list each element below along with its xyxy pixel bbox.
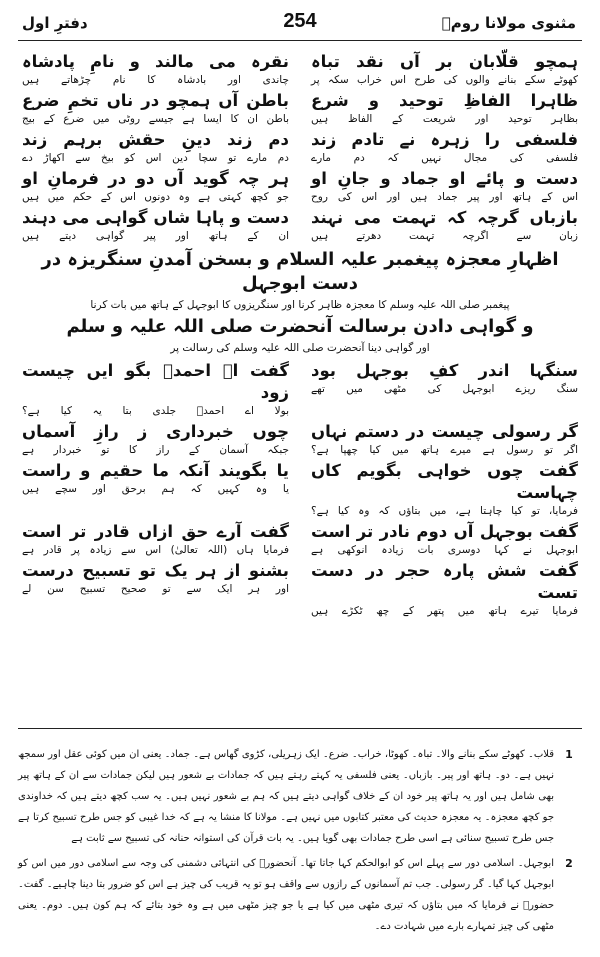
verse-right: ہمچو قلّابان بر آں نقد تباہ — [311, 52, 578, 71]
verse-left: یا بگویند آنکہ ما حقیم و راست — [22, 461, 289, 480]
translation-right: فرمایا، تو کیا چاہتا ہے، میں بتاؤں کہ وہ کیا ہے؟ — [311, 505, 578, 517]
couplet — [18, 421, 582, 460]
translation-left: دم مارے تو سچا دین اس کو بیخ سے اکھاڑ دے — [22, 152, 289, 164]
translation-left: ان کے ہاتھ اور پیر گواہی دیتے ہیں — [22, 230, 289, 242]
verse-right: گفت شش پارہ حجر در دست تست — [311, 561, 578, 602]
verse-right: فلسفی را زہرہ نے تادم زند — [311, 130, 578, 149]
verse-right: ظاہرا الفاظِ توحید و شرع — [311, 91, 578, 110]
section-heading — [18, 248, 582, 356]
verse-right: بازباں گرچہ کہ تہمت می نہند — [311, 208, 578, 227]
translation-right: زبان سے اگرچہ تہمت دھرتے ہیں — [311, 230, 578, 242]
translation-left: یا وہ کہیں کہ ہم برحق اور سچے ہیں — [22, 483, 289, 495]
heading-translation-2: اور گواہی دینا آنحضرت صلی اللہ علیہ وسلم کی رسالت پر — [170, 342, 430, 354]
volume-label: دفترِ اول — [22, 14, 88, 32]
translation-left: جبکہ آسمان کے راز کا تو خبردار ہے — [22, 444, 289, 456]
verse-left: گفت آرے حق ازاں قادر تر است — [22, 522, 289, 541]
translation-right: کھوٹے سکے بنانے والوں کی طرح اس خراب سکہ پر — [311, 74, 578, 86]
translation-right: ابوجہل نے کہا دوسری بات زیادہ انوکھی ہے — [311, 544, 578, 556]
translation-left: باطن ان کا ایسا ہے جیسے روٹی میں ضرع کے بیج — [22, 113, 289, 125]
couplet — [18, 90, 582, 129]
verse-right: گفت چوں خواہی بگویم کاں چہاست — [311, 461, 578, 502]
page-header — [18, 6, 582, 41]
translation-right: فلسفی کی مجال نہیں کہ دم مارے — [311, 152, 578, 164]
couplet — [18, 360, 582, 421]
heading-translation-1: پیغمبر صلی اللہ علیہ وسلم کا معجزہ ظاہر کرنا اور سنگریزوں کا ابوجہل کے ہاتھ میں بات کرنا — [90, 299, 510, 311]
verse-right: دست و پائے او جماد و جانِ او — [311, 169, 578, 188]
translation-left: فرمایا ہاں (اللہ تعالیٰ) اس سے زیادہ پر قادر ہے — [22, 544, 289, 556]
couplet — [18, 460, 582, 521]
verse-right: گفت بوجہل آں دوم نادر تر است — [311, 522, 578, 541]
couplet — [18, 51, 582, 90]
couplet — [18, 168, 582, 207]
translation-right: سنگ ریزے ابوجہل کی مٹھی میں تھے — [311, 383, 578, 395]
couplet — [18, 521, 582, 560]
verse-left: بشنو از ہر یک تو تسبیح درست — [22, 561, 289, 580]
translation-left: اور ہر ایک سے تو صحیح تسبیح سن لے — [22, 583, 289, 595]
verse-right: گر رسولی چیست در دستم نہاں — [311, 422, 578, 441]
verse-right: سنگہا اندر کفِ بوجہل بود — [311, 361, 578, 380]
footnote — [18, 744, 578, 849]
footnote-number: 1 — [565, 748, 573, 761]
translation-right: اگر تو رسول ہے میرے ہاتھ میں کیا چھپا ہے؟ — [311, 444, 578, 456]
footnotes — [18, 744, 578, 941]
verse-left: ہر چہ گوید آں دو در فرمانِ او — [22, 169, 289, 188]
footnote-text: ابوجہل۔ اسلامی دور سے پہلے اس کو ابوالحکم کہا جاتا تھا۔ آنحضورؐ کی انتہائی دشمنی کی وجہ سے اسلامی دور میں اس کو ابوجہل کہا گیا۔ گر رسولی۔ جب تم آسمانوں کے رازوں سے واقف ہو تو یہ قریب کی چیز ہے اس کو ضرور بتا دینا چاہیے۔ گفت۔ حضورؐ نے فرمایا کہ میں بتاؤں کہ تیری مٹھی میں کیا ہے یا جو چیز مٹھی میں ہے وہ خود بتائے کہ ہم کون ہیں۔ دوم۔ یعنی مٹھی کی چیز تمہارے بارے میں شہادت دے۔ — [18, 858, 554, 932]
verses-section-2 — [18, 360, 582, 621]
footnote-text: قلاب۔ کھوٹے سکے بنانے والا۔ تباہ۔ کھوٹا، خراب۔ ضرع۔ ایک زہریلی، کڑوی گھاس ہے۔ جماد۔ یعنی ان میں کوئی عقل اور سمجھ نہیں ہے۔ دو۔ ہاتھ اور پیر۔ بازباں۔ یعنی فلسفی یہ کہتے رہتے ہیں کہ جمادات بے شعور ہیں لیکن جمادات سے ان کے ہاتھ پیر بھی شامل ہیں اور یہ ہاتھ پیر خود ان کے خلاف گواہی دیتے ہیں کہ ہم بے شعور نہیں ہیں۔ یہ سب کچھ دیتے ہیں کہ خداوندی جو کچھ معجزہ۔ یہ معجزہ حدیث کی معتبر کتابوں میں نہیں ہے۔ مولانا کا منشا یہ ہے کہ خدا غیبی کو جس طرح تسبیح کرتا ہے جس طرح تسبیح سنائی ہے اسی طرح جمادات بھی گویا ہیں۔ یہ بات قرآن کی استوانہ حنانہ کی تسبیح سے ثابت ہے — [18, 749, 554, 844]
translation-left: چاندی اور بادشاہ کا نام چڑھاتے ہیں — [22, 74, 289, 86]
heading-line-2: و گواہی دادن برسالت آنحضرت صلی اللہ علیہ و سلم — [66, 316, 534, 337]
verse-left: دست و پاہا شاں گواہی می دہند — [22, 208, 289, 227]
translation-right: اس کے ہاتھ اور پیر جماد ہیں اور اس کی روح — [311, 191, 578, 203]
heading-line-1: اظہارِ معجزہ پیغمبر علیہ السلام و بسخن آمدنِ سنگریزہ در دست ابوجہل — [41, 249, 559, 294]
footnote-number: 2 — [565, 857, 573, 870]
verse-left: گفت اے احمدؐ بگو ایں چیست زود — [22, 361, 289, 402]
verse-left: دم زند دینِ حقش برہم زند — [22, 130, 289, 149]
translation-right: فرمایا تیرے ہاتھ میں پتھر کے چھ ٹکڑے ہیں — [311, 605, 578, 617]
verses-section-1 — [18, 51, 582, 246]
footnote — [18, 853, 578, 937]
footnote-divider — [18, 728, 582, 729]
verse-left: باطن آں ہمچو در ناں تخمِ ضرع — [22, 91, 289, 110]
couplet — [18, 560, 582, 621]
couplet — [18, 129, 582, 168]
translation-left: بولا اے احمدؐ جلدی بتا یہ کیا ہے؟ — [22, 405, 289, 417]
page-number: 254 — [283, 10, 317, 32]
translation-left: جو کچھ کہتی ہے وہ دونوں اس کے حکم میں ہیں — [22, 191, 289, 203]
running-title: مثنوی مولانا رومؒ — [441, 14, 576, 32]
verse-left: نقرہ می مالند و نامِ پادشاہ — [22, 52, 289, 71]
translation-right: بظاہر توحید اور شریعت کے الفاظ ہیں — [311, 113, 578, 125]
verse-left: چوں خبرداری ز رازِ آسماں — [22, 422, 289, 441]
couplet — [18, 207, 582, 246]
